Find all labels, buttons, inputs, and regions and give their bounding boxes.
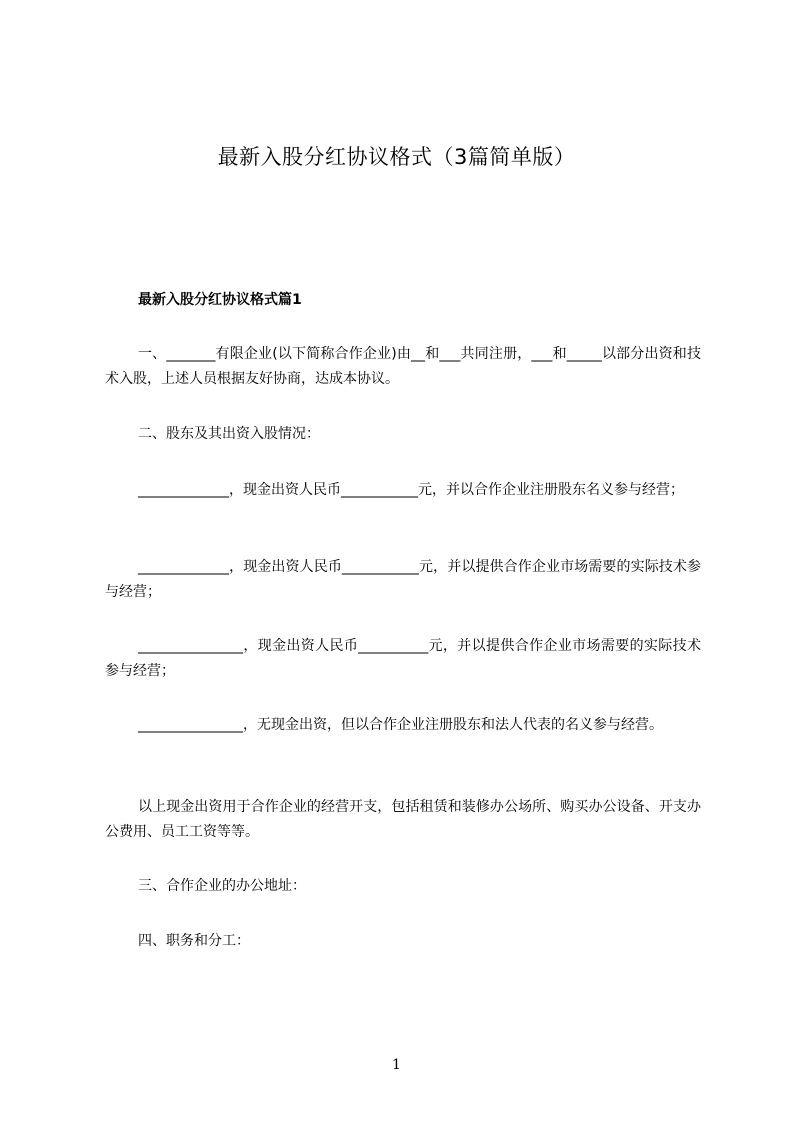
paragraph-office-address: 三、合作企业的办公地址： [138,878,306,894]
paragraph-shareholder-2: _____________，现金出资人民币___________元，并以提供合作企业市场需要的实际技术参与经营； [105,559,701,600]
paragraph-shareholder-4: _______________，无现金出资，但以合作企业注册股东和法人代表的名义参与经营。 [138,717,663,733]
paragraph-duties: 四、职务和分工： [138,933,250,949]
paragraph-capital-usage: 以上现金出资用于合作企业的经营开支，包括租赁和装修办公场所、购买办公设备、开支办公费用、员工工资等等。 [105,799,701,840]
document-title: 最新入股分红协议格式（3篇简单版） [217,145,576,169]
paragraph-shareholders-heading: 二、股东及其出资入股情况： [138,426,320,442]
paragraph-shareholder-3: _______________，现金出资人民币__________元，并以提供合作企业市场需要的实际技术参与经营； [105,638,701,679]
page-number: 1 [392,1057,401,1073]
section-heading: 最新入股分红协议格式篇1 [138,292,302,308]
paragraph-shareholder-1: _____________，现金出资人民币___________元，并以合作企业注册股东名义参与经营； [138,482,684,498]
paragraph-company-registration: 一、_______有限企业(以下简称合作企业)由__和___共同注册，___和_____以部分出资和技术入股，上述人员根据友好协商，达成本协议。 [105,346,701,387]
